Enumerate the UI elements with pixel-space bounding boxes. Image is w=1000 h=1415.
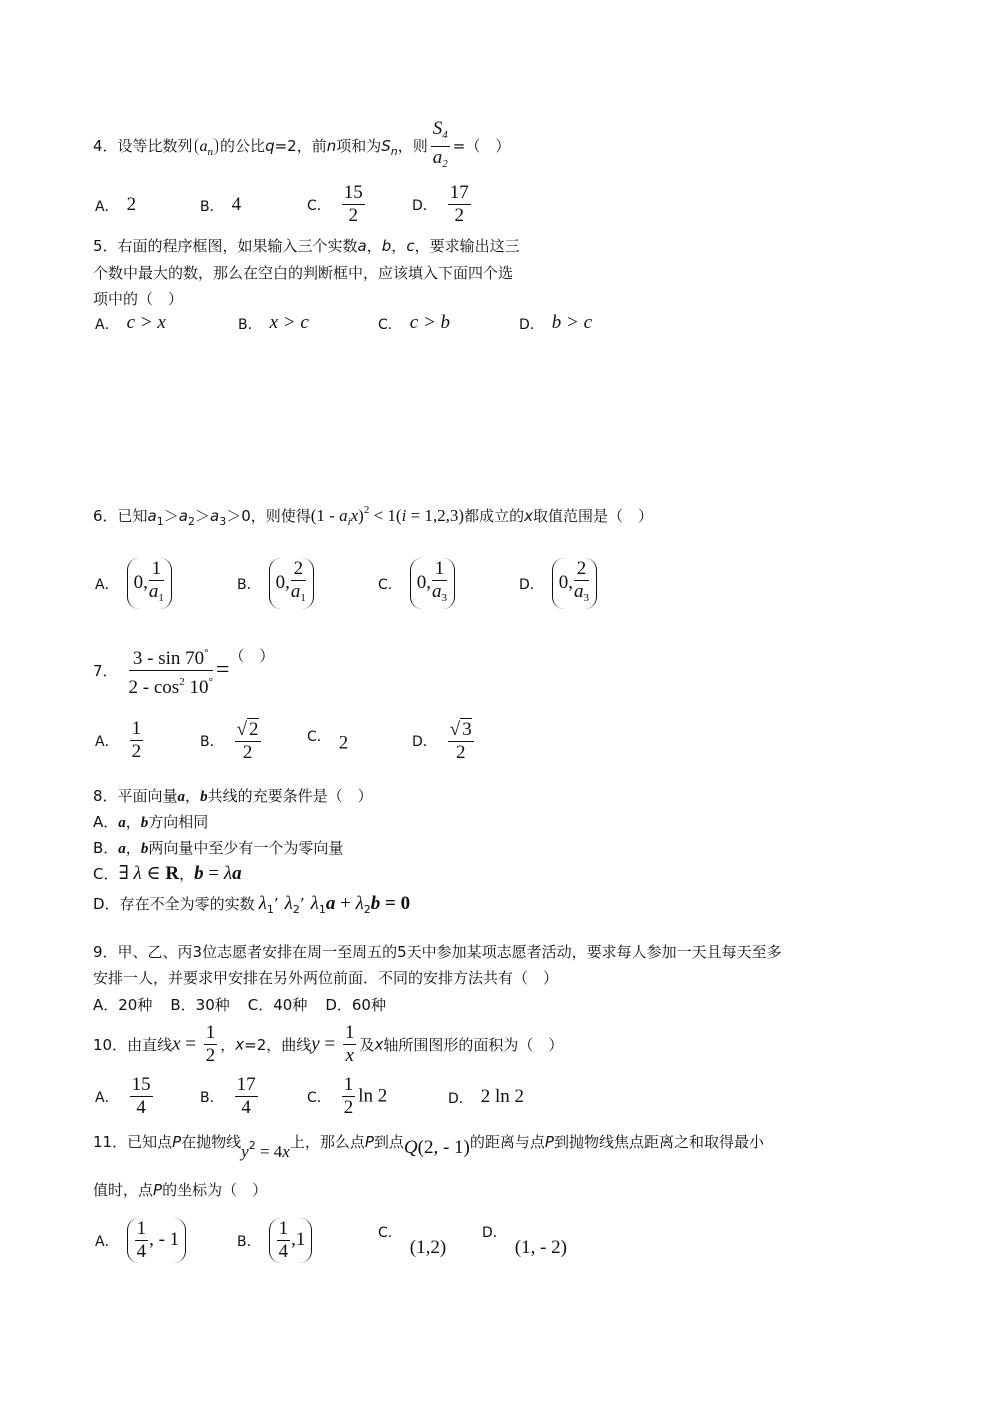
q10-option-d: D． 2 ln 2 (448, 1086, 525, 1107)
q5-option-d: D． b > c (519, 312, 593, 333)
q8-option-c: C．∃ λ ∈ R，b = λa (93, 863, 242, 884)
q7-option-c: C． 2 (307, 729, 349, 754)
q10-option-b: B． $\frac{17}{4}$ (200, 1074, 256, 1118)
q10-option-c: C． $\frac{1}{2}$ ln 2 (307, 1074, 388, 1118)
q5-option-c: C． c > b (378, 312, 451, 333)
q5-option-b: B． x > c (238, 312, 309, 333)
q7-option-a: A． $\frac{1}{2}$ (95, 718, 142, 762)
q8-option-a: A．a，b方向相同 (93, 813, 209, 831)
q6-inequality: $(1 - a_ix)^2 < 1(i = 1,2,3)$ (310, 504, 465, 528)
q11-option-d: D．(1, - 2) (482, 1225, 568, 1258)
q5-line-2: 个数中最大的数，那么在空白的判断框中，应该填入下面四个选 (93, 264, 514, 282)
q8-option-b: B．a，b两向量中至少有一个为零向量 (93, 839, 344, 857)
q4-stem: 4．设等比数列 $a_n$ 的公比q=2，前n项和为$S_n$，则 $\frac{S_4}{a_2}$ =（ ） (93, 118, 510, 175)
q9-line-1: 9．甲、乙、丙3位志愿者安排在周一至周五的5天中参加某项志愿者活动，要求每人参加一天且每天至多 (93, 943, 782, 961)
q4-option-b: B． 4 (200, 194, 242, 215)
q5-line-1: 5．右面的程序框图，如果输入三个实数a，b，c，要求输出这三 (93, 237, 520, 255)
q7-stem: 7． $\frac{3 - \sin 70^\circ}{2 - \cos^2 10^\circ}$ =（ ） (93, 642, 274, 699)
q9-line-2: 安排一人，并要求甲安排在另外两位前面．不同的安排方法共有（ ） (93, 969, 559, 987)
q6-option-d: D． 0, $\frac{2}{a_3}$ (519, 558, 597, 609)
q7-option-b: B． $\frac{√ 2}{2}$ (200, 719, 259, 763)
q11-line-2: 值时，点P的坐标为（ ） (93, 1181, 268, 1199)
q11-option-b: B． $\frac{1}{4}$ ,1 (237, 1218, 312, 1263)
q4-option-a: A． 2 (95, 194, 137, 215)
q5-line-3: 项中的（ ） (93, 290, 184, 308)
q9-options: A．20种 B．30种 C．40种 D．60种 (93, 996, 386, 1014)
q10-stem: 10．由直线x = $\frac{1}{2}$ ，x=2，曲线y = $\frac{1}{x}$ 及x轴所围图形的面积为（ ） (93, 1022, 564, 1066)
q6-option-b: B． 0, $\frac{2}{a_1}$ (237, 558, 314, 609)
q4-fraction: $\frac{S_4}{a_2}$ (432, 118, 448, 170)
q11-option-a: A． $\frac{1}{4}$ , - 1 (95, 1218, 186, 1263)
q11-line-1: 11．已知点P在抛物线y2 = 4x上，那么点P到点Q(2, - 1)的距离与点P到抛物线焦点距离之和取得最小 (93, 1133, 764, 1161)
q10-option-a: A． $\frac{15}{4}$ (95, 1074, 151, 1118)
q8-option-d: D．存在不全为零的实数 $\lambda_1$’ $\lambda_2$’ $\lambda_1a + \lambda_2b = 0$ (93, 893, 411, 916)
q11-option-c: C．(1,2) (378, 1225, 447, 1258)
q4-option-d: D． $\frac{17}{2}$ (412, 182, 469, 226)
q4-option-c: C． $\frac{15}{2}$ (307, 182, 363, 226)
q8-stem: 8．平面向量a，b共线的充要条件是（ ） (93, 787, 373, 805)
q6-stem: 6．已知$a_1>a_2>a_3>0$，则使得$(1 - a_ix)^2 < 1(i = 1,2,3)$都成立的x取值范围是（ ） (93, 504, 653, 528)
q7-option-d: D． $\frac{√ 3}{2}$ (412, 719, 472, 763)
q4-seq: $a_n$ (195, 138, 219, 155)
q5-option-a: A． c > x (95, 312, 166, 333)
q6-option-c: C． 0, $\frac{1}{a_3}$ (378, 558, 455, 609)
q6-option-a: A． 0, $\frac{1}{a_1}$ (95, 558, 172, 609)
